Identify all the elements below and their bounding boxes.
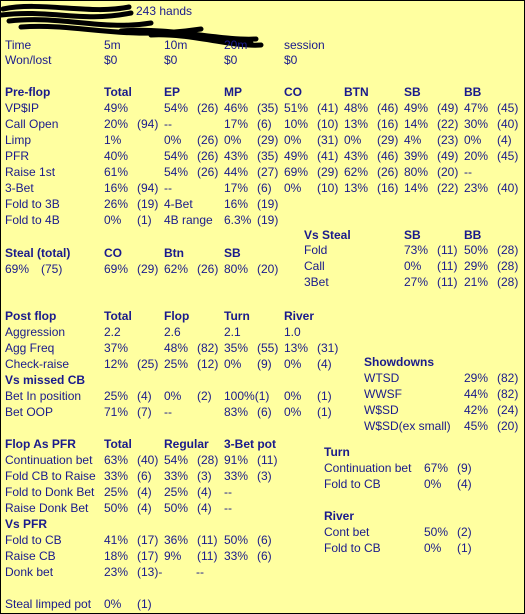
vssteal-row-2-sb: 27% [404,275,429,289]
preflop-row-5-bb-n: (40) [497,181,519,195]
postflop-row-1-river-n: (31) [317,341,339,355]
pfr-row-0-total-n: (40) [137,453,159,467]
steal-sb-value: 80% [224,262,249,276]
preflop-row-0-total: 49% [104,101,129,115]
postflop-row-1-turn-n: (55) [257,341,279,355]
missed-row-1-turn-n: (6) [257,405,272,419]
preflop-row-3-ep-n: (26) [197,149,219,163]
preflop-row-0-sb: 49% [404,101,429,115]
pfr-row-1-reg: 33% [164,469,189,483]
preflop-row-0-mp-n: (35) [257,101,279,115]
vspfr-row-2-total-n: (13)- [137,565,163,579]
preflop-row-7-mp-n: (19) [257,213,279,227]
preflop-row-3-ep: 54% [164,149,189,163]
preflop-row-7-mp: 6.3% [224,213,252,227]
vssteal-head-bb: BB [464,228,482,242]
preflop-row-7-total: 0% [104,213,122,227]
steallimped-count: (1) [137,597,152,611]
preflop-row-4-sb: 80% [404,165,429,179]
showdown-row-2-n: (24) [497,403,519,417]
preflop-row-1-bb-n: (40) [497,117,519,131]
preflop-title: Pre-flop [5,85,51,99]
preflop-row-2-co-n: (31) [317,133,339,147]
pfr-row-0-three-n: (11) [257,453,278,467]
river-row-0-v: 50% [424,525,449,539]
steal-sb-count: (20) [257,262,279,276]
missed-row-1-total: 71% [104,405,129,419]
hand-count: 243 hands [136,4,193,18]
pfr-row-1-reg-n: (3) [197,469,212,483]
pfr-row-1-total: 33% [104,469,129,483]
vspfr-row-1-total: 18% [104,549,129,563]
preflop-row-2-sb-n: (23) [437,133,459,147]
vspfr-row-1-reg-n: (11) [197,549,218,563]
postflop-row-2-river-n: (4) [317,357,332,371]
steal-total-count: (75) [41,262,63,276]
pfr-row-0-label: Continuation bet [5,453,93,467]
showdown-row-3-n: (20) [497,419,519,433]
pfr-row-0-three: 91% [224,453,249,467]
preflop-row-2-btn-n: (29) [377,133,399,147]
preflop-row-0-co: 51% [284,101,309,115]
preflop-row-6-mp: 16% [224,197,249,211]
river-row-0-label: Cont bet [324,525,370,539]
steal-co-value: 69% [104,262,129,276]
vssteal-row-2-bb-n: (28) [497,275,519,289]
preflop-head-ep: EP [164,85,181,99]
steallimped-value: 0% [104,597,122,611]
vssteal-head-sb: SB [404,228,421,242]
showdown-row-1-label: WWSF [364,387,402,401]
pfr-row-2-three: -- [224,485,232,499]
preflop-row-3-label: PFR [5,149,29,163]
showdown-row-2-v: 42% [464,403,489,417]
preflop-row-5-label: 3-Bet [5,181,34,195]
pfr-row-3-total-n: (4) [137,501,152,515]
missed-row-0-river-n: (1) [317,389,332,403]
pfr-row-3-reg-n: (4) [197,501,212,515]
preflop-row-4-ep-n: (26) [197,165,219,179]
postflop-row-2-flop-n: (12) [197,357,219,371]
postflop-head-river: River [284,309,315,323]
vspfr-row-2-label: Donk bet [5,565,54,579]
pfr-row-1-label: Fold CB to Raise [5,469,96,483]
preflop-row-3-btn: 43% [344,149,369,163]
time-5m: 5m [104,38,121,52]
pfr-row-2-total-n: (4) [137,485,152,499]
preflop-row-5-ep: -- [164,181,172,195]
vspfr-row-1-three: 33% [224,549,249,563]
preflop-row-1-btn: 13% [344,117,369,131]
pfr-row-1-three: 33% [224,469,249,483]
preflop-row-1-ep: -- [164,117,172,131]
preflop-row-2-co: 0% [284,133,302,147]
preflop-row-5-bb: 23% [464,181,489,195]
preflop-head-total: Total [104,85,132,99]
missed-row-0-label: Bet In position [5,389,82,403]
preflop-row-5-total: 16% [104,181,129,195]
preflop-row-4-btn-n: (26) [377,165,399,179]
pfr-row-2-total: 25% [104,485,129,499]
pfr-row-3-reg: 50% [164,501,189,515]
missed-row-0-total-n: (4) [137,389,152,403]
preflop-row-3-bb-n: (45) [497,149,519,163]
missed-row-0-flop-n: (2) [197,389,212,403]
time-20m: 20m [224,38,248,52]
steallimped-label: Steal limped pot [5,597,92,611]
vssteal-row-2-sb-n: (11) [437,275,458,289]
preflop-row-1-sb-n: (22) [437,117,459,131]
preflop-row-0-label: VP$IP [5,101,40,115]
wonlost-20m: $0 [224,53,238,67]
vspfr-row-2-total: 23% [104,565,129,579]
preflop-head-bb: BB [464,85,482,99]
preflop-row-4-label: Raise 1st [5,165,56,179]
turn-row-0-label: Continuation bet [324,461,412,475]
time-10m: 10m [164,38,188,52]
preflop-row-5-btn: 13% [344,181,369,195]
vspfr-row-1-total-n: (17) [137,549,159,563]
preflop-row-5-mp-n: (6) [257,181,272,195]
vssteal-row-1-label: Call [304,259,325,273]
pfr-row-3-total: 50% [104,501,129,515]
preflop-row-6-mp-n: (19) [257,197,279,211]
preflop-row-3-btn-n: (46) [377,149,399,163]
steal-head-btn: Btn [164,246,184,260]
vssteal-row-2-bb: 21% [464,275,489,289]
postflop-row-1-turn: 35% [224,341,249,355]
vspfr-row-2-reg: -- [196,565,204,579]
preflop-row-2-bb-n: (4) [497,133,512,147]
steal-head-co: CO [104,246,122,260]
preflop-row-4-co-n: (29) [317,165,339,179]
preflop-head-btn: BTN [344,85,369,99]
preflop-row-6-total: 26% [104,197,129,211]
preflop-row-1-sb: 14% [404,117,429,131]
turn-row-1-n: (4) [457,477,472,491]
vssteal-row-1-sb-n: (11) [437,259,458,273]
postflop-row-2-label: Check-raise [5,357,70,371]
pfr-row-2-reg: 25% [164,485,189,499]
postflop-row-1-label: Agg Freq [5,341,55,355]
turn-row-1-v: 0% [424,477,442,491]
preflop-row-2-mp-n: (29) [257,133,279,147]
preflop-row-0-ep-n: (26) [197,101,219,115]
preflop-row-4-mp-n: (27) [257,165,279,179]
vssteal-title: Vs Steal [304,228,351,242]
vspfr-row-1-three-n: (6) [257,549,272,563]
preflop-row-1-co: 10% [284,117,309,131]
pfr-row-0-total: 63% [104,453,129,467]
preflop-row-0-co-n: (41) [317,101,339,115]
river-row-0-n: (2) [457,525,472,539]
vspfr-row-0-label: Fold to CB [5,533,62,547]
flopaspfr-head-total: Total [104,437,132,451]
preflop-row-2-bb: 0% [464,133,482,147]
preflop-row-4-co: 69% [284,165,309,179]
preflop-row-7-total-n: (1) [137,213,152,227]
postflop-head-turn: Turn [224,309,250,323]
preflop-row-4-bb: -- [464,165,472,179]
vspfr-row-1-reg: 9% [164,549,182,563]
vspfr-row-0-three: 50% [224,533,249,547]
vssteal-row-1-bb-n: (28) [497,259,519,273]
vssteal-row-1-sb: 0% [404,259,422,273]
pfr-row-3-label: Raise Donk Bet [5,501,89,515]
missed-row-0-flop: 0% [164,389,182,403]
showdown-row-0-v: 29% [464,371,489,385]
vssteal-row-0-label: Fold [304,243,328,257]
flopaspfr-title: Flop As PFR [5,437,76,451]
vspfr-row-1-label: Raise CB [5,549,56,563]
postflop-row-2-river: 0% [284,357,302,371]
pfr-row-1-three-n: (3) [257,469,272,483]
steal-title: Steal (total) [5,246,71,260]
missed-cb-title: Vs missed CB [5,373,86,387]
turn-title: Turn [324,445,350,459]
preflop-row-7-label: Fold to 4B [5,213,60,227]
pfr-row-0-reg: 54% [164,453,189,467]
preflop-row-1-mp-n: (6) [257,117,272,131]
postflop-row-2-flop: 25% [164,357,189,371]
showdown-row-3-label: W$SD(ex small) [364,419,451,433]
preflop-row-3-mp: 43% [224,149,249,163]
preflop-row-2-ep: 0% [164,133,182,147]
preflop-row-3-sb: 39% [404,149,429,163]
vssteal-row-0-bb-n: (28) [497,243,519,257]
preflop-row-4-ep: 54% [164,165,189,179]
vssteal-row-2-label: 3Bet [304,275,329,289]
river-row-1-n: (1) [457,541,472,555]
postflop-row-1-river: 13% [284,341,309,355]
wonlost-10m: $0 [164,53,178,67]
preflop-row-1-co-n: (10) [317,117,339,131]
preflop-row-1-bb: 30% [464,117,489,131]
postflop-row-0-flop: 2.6 [164,325,181,339]
preflop-row-3-mp-n: (35) [257,149,279,163]
vspfr-row-0-total: 41% [104,533,129,547]
wonlost-session: $0 [284,53,298,67]
preflop-row-5-co: 0% [284,181,302,195]
postflop-title: Post flop [5,309,57,323]
wonlost-label: Won/lost [5,53,52,67]
postflop-row-0-label: Aggression [5,325,66,339]
missed-row-1-total-n: (7) [137,405,152,419]
missed-row-0-river: 0% [284,389,302,403]
preflop-row-2-sb: 4% [404,133,422,147]
postflop-row-1-flop-n: (82) [197,341,219,355]
postflop-row-1-flop: 48% [164,341,189,355]
time-label: Time [5,38,32,52]
pfr-row-0-reg-n: (28) [197,453,219,467]
pfr-row-1-total-n: (6) [137,469,152,483]
steal-btn-value: 62% [164,262,189,276]
preflop-row-5-sb-n: (22) [437,181,459,195]
preflop-row-4-total: 61% [104,165,129,179]
missed-row-1-turn: 83% [224,405,249,419]
wonlost-5m: $0 [104,53,118,67]
pfr-row-2-label: Fold to Donk Bet [5,485,95,499]
postflop-row-2-total: 12% [104,357,129,371]
preflop-row-5-total-n: (94) [137,181,159,195]
postflop-row-2-turn: 0% [224,357,242,371]
preflop-row-5-mp: 17% [224,181,249,195]
preflop-row-1-total-n: (94) [137,117,159,131]
postflop-head-total: Total [104,309,132,323]
missed-row-1-river-n: (1) [317,405,332,419]
showdowns-title: Showdowns [364,355,434,369]
vspfr-row-0-total-n: (17) [137,533,159,547]
preflop-row-6-total-n: (19) [137,197,159,211]
preflop-row-4-btn: 62% [344,165,369,179]
showdown-row-3-v: 45% [464,419,489,433]
preflop-head-co: CO [284,85,302,99]
showdown-row-0-n: (82) [497,371,519,385]
preflop-row-1-btn-n: (16) [377,117,399,131]
preflop-row-6-ep: 4-Bet [164,197,193,211]
vspfr-row-0-reg-n: (11) [197,533,218,547]
preflop-row-5-sb: 14% [404,181,429,195]
preflop-row-7-ep: 4B range [164,213,213,227]
preflop-row-2-total: 1% [104,133,122,147]
preflop-row-3-co-n: (41) [317,149,339,163]
missed-row-0-total: 25% [104,389,129,403]
preflop-row-4-sb-n: (20) [437,165,459,179]
steal-btn-count: (26) [197,262,219,276]
vssteal-row-0-sb: 73% [404,243,429,257]
preflop-row-3-bb: 20% [464,149,489,163]
postflop-row-0-river: 1.0 [284,325,301,339]
preflop-row-5-btn-n: (16) [377,181,399,195]
preflop-row-0-bb-n: (45) [497,101,519,115]
postflop-row-0-turn: 2.1 [224,325,241,339]
preflop-row-2-ep-n: (26) [197,133,219,147]
missed-row-0-turn: 100%(1) [224,389,270,403]
showdown-row-0-label: WTSD [364,371,400,385]
postflop-row-2-total-n: (25) [137,357,159,371]
time-session: session [284,38,325,52]
preflop-row-2-mp: 0% [224,133,242,147]
preflop-row-4-mp: 44% [224,165,249,179]
preflop-row-0-mp: 46% [224,101,249,115]
pfr-row-3-three: -- [224,501,232,515]
preflop-row-3-co: 49% [284,149,309,163]
preflop-row-2-label: Limp [5,133,32,147]
missed-row-1-river: 0% [284,405,302,419]
vssteal-row-0-sb-n: (11) [437,243,458,257]
postflop-row-2-turn-n: (9) [257,357,272,371]
preflop-row-3-total: 40% [104,149,129,163]
preflop-row-1-mp: 17% [224,117,249,131]
vssteal-row-1-bb: 29% [464,259,489,273]
postflop-head-flop: Flop [164,309,190,323]
preflop-row-3-sb-n: (49) [437,149,459,163]
showdown-row-1-n: (82) [497,387,519,401]
missed-row-1-label: Bet OOP [5,405,54,419]
vspfr-row-0-three-n: (6) [257,533,272,547]
steal-co-count: (29) [137,262,159,276]
vspfr-title: Vs PFR [5,517,48,531]
turn-row-0-v: 67% [424,461,449,475]
preflop-row-1-total: 20% [104,117,129,131]
preflop-row-2-btn: 0% [344,133,362,147]
steal-total-value: 69% [5,262,30,276]
showdown-row-1-v: 44% [464,387,489,401]
vssteal-row-0-bb: 50% [464,243,489,257]
preflop-row-0-sb-n: (49) [437,101,459,115]
steal-head-sb: SB [224,246,241,260]
preflop-row-6-label: Fold to 3B [5,197,60,211]
flopaspfr-head-regular: Regular [164,437,209,451]
postflop-row-0-total: 2.2 [104,325,121,339]
turn-row-1-label: Fold to CB [324,477,381,491]
vspfr-row-0-reg: 36% [164,533,189,547]
postflop-row-1-total: 37% [104,341,129,355]
missed-row-1-flop: -- [164,405,172,419]
river-title: River [324,509,355,523]
flopaspfr-head-3bet: 3-Bet pot [224,437,276,451]
river-row-1-v: 0% [424,541,442,555]
preflop-row-0-ep: 54% [164,101,189,115]
pfr-row-2-reg-n: (4) [197,485,212,499]
preflop-row-0-btn: 48% [344,101,369,115]
preflop-head-mp: MP [224,85,242,99]
showdown-row-2-label: W$SD [364,403,399,417]
preflop-row-5-co-n: (10) [317,181,339,195]
river-row-1-label: Fold to CB [324,541,381,555]
preflop-row-1-label: Call Open [5,117,59,131]
turn-row-0-n: (9) [457,461,472,475]
preflop-row-0-bb: 47% [464,101,489,115]
preflop-head-sb: SB [404,85,421,99]
preflop-row-0-btn-n: (46) [377,101,399,115]
